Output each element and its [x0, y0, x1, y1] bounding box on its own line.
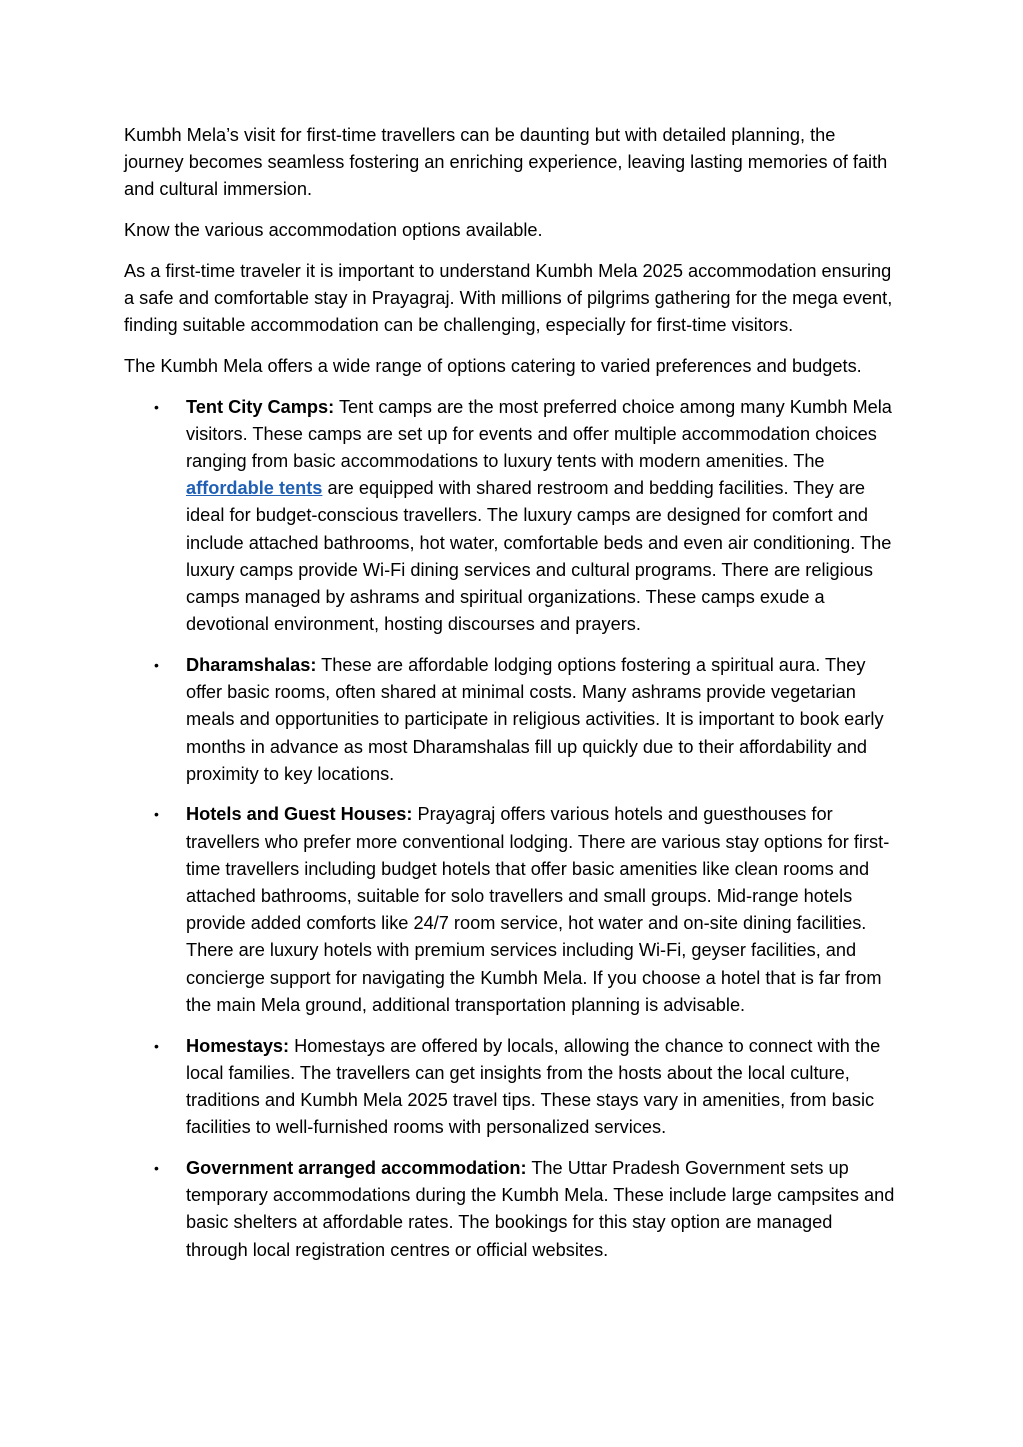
first-time-traveler-paragraph: As a first-time traveler it is important to understand Kumbh Mela 2025 accommodation ensuring a safe and comfortable stay in Prayagraj. With millions of pilgrims gathering for the mega event, finding suitable accommodation can be challenging, especially for first-time visitors.: [124, 260, 893, 336]
option-text: Tent camps are the most preferred choice among many Kumbh Mela visitors. These camps are set up for events and offer multiple accommodation choices ranging from basic accommodations to luxury tents with modern amenities. The: [186, 396, 892, 472]
list-item-homestays: [124, 1033, 899, 1142]
accommodation-options-list: [124, 394, 899, 1264]
bullet-icon: •: [154, 1037, 159, 1054]
option-text: Homestays are offered by locals, allowing the chance to connect with the local families. The travellers can get insights from the hosts about the local culture, traditions and Kumbh Mela 2025 travel tips. These stays vary in amenities, from basic facilities to well-furnished rooms with personalized services.: [186, 1035, 881, 1138]
option-term: Government arranged accommodation:: [186, 1157, 527, 1178]
option-term: Hotels and Guest Houses:: [186, 804, 413, 825]
option-term: Tent City Camps:: [186, 396, 335, 417]
list-item-hotels-guest-houses: [124, 801, 899, 1019]
option-text: These are affordable lodging options fostering a spiritual aura. They offer basic rooms, often shared at minimal costs. Many ashrams provide vegetarian meals and opportunities to participate in religious activities. It is important to book early months in advance as most Dharamshalas fill up quickly due to their affordability and proximity to key locations.: [186, 654, 884, 784]
affordable-tents-link[interactable]: affordable tents: [186, 478, 323, 499]
option-text: The Uttar Pradesh Government sets up temporary accommodations during the Kumbh Mela. These include large campsites and basic shelters at affordable rates. The bookings for this stay option are managed through local registration centres or official websites.: [186, 1157, 895, 1260]
bullet-icon: •: [154, 806, 159, 823]
option-term: Dharamshalas:: [186, 654, 317, 675]
document-page: [124, 122, 899, 1277]
bullet-icon: •: [154, 656, 159, 673]
range-of-options-paragraph: The Kumbh Mela offers a wide range of options catering to varied preferences and budgets.: [124, 355, 862, 376]
options-intro-paragraph: Know the various accommodation options available.: [124, 220, 543, 241]
intro-paragraph: Kumbh Mela’s visit for first-time travellers can be daunting but with detailed planning, the journey becomes seamless fostering an enriching experience, leaving lasting memories of faith and cultural immersion.: [124, 125, 888, 200]
bullet-icon: •: [154, 398, 159, 415]
list-item-dharamshalas: [124, 652, 899, 788]
bullet-icon: •: [154, 1159, 159, 1176]
option-term: Homestays:: [186, 1035, 290, 1056]
list-item-tent-city-camps: [124, 394, 899, 639]
list-item-government-accommodation: [124, 1155, 899, 1264]
option-text-continued: are equipped with shared restroom and bedding facilities. They are ideal for budget-conscious travellers. The luxury camps are designed for comfort and include attached bathrooms, hot water, comfortable beds and even air conditioning. The luxury camps provide Wi-Fi dining services and cultural programs. There are religious camps managed by ashrams and spiritual organizations. These camps exude a devotional environment, hosting discourses and prayers.: [186, 478, 892, 635]
option-text: Prayagraj offers various hotels and guesthouses for travellers who prefer more conventional lodging. There are various stay options for first-time travellers including budget hotels that offer basic amenities like clean rooms and attached bathrooms, suitable for solo travellers and small groups. Mid-range hotels provide added comforts like 24/7 room service, hot water and on-site dining facilities. There are luxury hotels with premium services including Wi-Fi, geyser facilities, and concierge support for navigating the Kumbh Mela. If you choose a hotel that is far from the main Mela ground, additional transportation planning is advisable.: [186, 804, 890, 1015]
